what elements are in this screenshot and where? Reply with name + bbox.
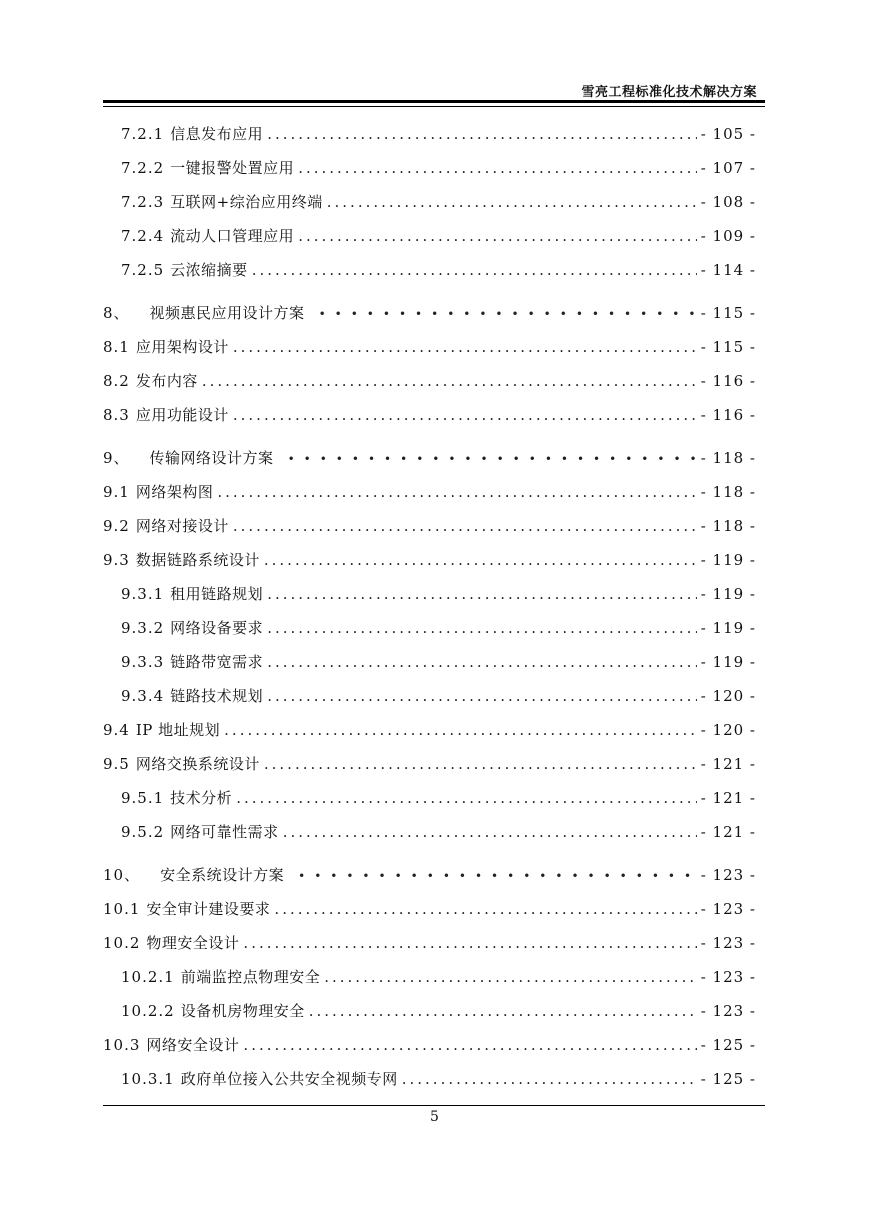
toc-dot-leader (267, 618, 697, 638)
toc-entry-number: 10、 (103, 866, 141, 884)
toc-entry-number: 7.2.2 (121, 159, 165, 177)
toc-entry-page: - 119 - (700, 585, 756, 603)
toc-entry-number: 10.2 (103, 934, 141, 952)
toc-entry[interactable] (103, 899, 756, 919)
toc-entry-title: 网络可靠性需求 (170, 823, 279, 841)
toc-entry-title: 云浓缩摘要 (170, 261, 248, 279)
toc-entry[interactable] (121, 1069, 756, 1089)
toc-entry-page: - 123 - (700, 1002, 756, 1020)
toc-dot-leader (274, 899, 696, 919)
toc-entry[interactable] (121, 788, 756, 808)
toc-entry-number: 9.3.1 (121, 585, 165, 603)
toc-entry-number: 9.3 (103, 551, 130, 569)
toc-entry-page: - 123 - (700, 934, 756, 952)
toc-entry-page: - 118 - (700, 517, 756, 535)
toc-entry[interactable] (121, 260, 756, 280)
toc-entry-number: 10.2.2 (121, 1002, 175, 1020)
toc-entry-number: 8.2 (103, 372, 130, 390)
toc-entry-page: - 125 - (700, 1036, 756, 1054)
toc-entry[interactable] (103, 516, 756, 536)
toc-entry-page: - 121 - (700, 789, 756, 807)
toc-entry-number: 10.2.1 (121, 968, 175, 986)
toc-dot-leader (243, 1035, 696, 1055)
toc-entry-number: 9.3.4 (121, 687, 165, 705)
toc-entry-title: 发布内容 (135, 372, 198, 390)
toc-entry-page: - 121 - (700, 823, 756, 841)
toc-entry-number: 9.5 (103, 755, 130, 773)
toc-entry-title: 政府单位接入公共安全视频专网 (180, 1070, 398, 1088)
toc-entry-page: - 105 - (700, 125, 756, 143)
toc-entry-number: 9.3.3 (121, 653, 165, 671)
toc-entry[interactable] (121, 158, 756, 178)
toc-entry-page: - 109 - (700, 227, 756, 245)
toc-dot-leader (267, 686, 697, 706)
toc-entry-title: 应用架构设计 (135, 338, 229, 356)
toc-entry[interactable] (121, 822, 756, 842)
toc-dot-leader (264, 754, 697, 774)
toc-entry-number: 9.3.2 (121, 619, 165, 637)
toc-entry-number: 7.2.1 (121, 125, 165, 143)
toc-chapter-entry[interactable] (103, 865, 756, 885)
toc-entry[interactable] (121, 1001, 756, 1021)
toc-dot-leader (217, 482, 696, 502)
toc-entry-number: 8.1 (103, 338, 130, 356)
toc-entry-number: 9.1 (103, 483, 130, 501)
toc-entry[interactable] (103, 1035, 756, 1055)
toc-dot-leader (324, 967, 696, 987)
toc-entry-page: - 107 - (700, 159, 756, 177)
toc-entry-title: 传输网络设计方案 (149, 449, 274, 467)
toc-entry-number: 7.2.3 (121, 193, 165, 211)
toc-entry-title: 视频惠民应用设计方案 (149, 304, 305, 322)
toc-dot-leader (264, 550, 697, 570)
toc-entry[interactable] (103, 482, 756, 502)
toc-dot-leader (298, 865, 697, 886)
toc-entry-title: 技术分析 (170, 789, 233, 807)
toc-dot-leader (267, 584, 697, 604)
toc-entry-page: - 116 - (700, 372, 756, 390)
toc-entry-page: - 119 - (700, 653, 756, 671)
toc-entry[interactable] (103, 405, 756, 425)
toc-entry-title: 互联网+综治应用终端 (170, 193, 323, 211)
toc-entry-page: - 115 - (700, 338, 756, 356)
toc-entry-number: 9.4 (103, 721, 130, 739)
toc-entry-title: 安全审计建设要求 (146, 900, 271, 918)
toc-entry[interactable] (103, 337, 756, 357)
toc-dot-leader (233, 516, 697, 536)
toc-dot-leader (252, 260, 697, 280)
toc-entry-title: 租用链路规划 (170, 585, 264, 603)
toc-dot-leader (267, 124, 697, 144)
toc-entry-title: 网络交换系统设计 (135, 755, 260, 773)
toc-dot-leader (402, 1069, 697, 1089)
toc-entry-number: 10.3.1 (121, 1070, 175, 1088)
toc-entry-number: 10.1 (103, 900, 141, 918)
toc-entry-page: - 119 - (700, 551, 756, 569)
toc-entry-title: 物理安全设计 (146, 934, 240, 952)
toc-entry-number: 9.5.1 (121, 789, 165, 807)
toc-dot-leader (243, 933, 696, 953)
toc-entry-number: 9.5.2 (121, 823, 165, 841)
toc-entry-page: - 120 - (700, 721, 756, 739)
toc-dot-leader (202, 371, 697, 391)
toc-dot-leader (224, 720, 697, 740)
toc-chapter-entry[interactable] (103, 303, 756, 323)
toc-entry-number: 8.3 (103, 406, 130, 424)
toc-entry-title: 网络对接设计 (135, 517, 229, 535)
toc-entry-page: - 121 - (700, 755, 756, 773)
toc-entry[interactable] (103, 720, 756, 740)
toc-entry-title: 网络架构图 (135, 483, 214, 501)
toc-dot-leader (288, 448, 697, 469)
toc-entry-page: - 108 - (700, 193, 756, 211)
toc-entry[interactable] (121, 124, 756, 144)
toc-entry-title: 应用功能设计 (135, 406, 229, 424)
toc-entry[interactable] (121, 967, 756, 987)
toc-dot-leader (283, 822, 697, 842)
toc-chapter-entry[interactable] (103, 448, 756, 468)
toc-entry[interactable] (121, 192, 756, 212)
toc-entry[interactable] (121, 652, 756, 672)
toc-entry-title: 设备机房物理安全 (180, 1002, 305, 1020)
page-number: 5 (430, 1109, 439, 1125)
toc-entry-title: 链路带宽需求 (170, 653, 264, 671)
toc-entry[interactable] (121, 686, 756, 706)
toc-entry-number: 7.2.4 (121, 227, 165, 245)
toc-entry-number: 7.2.5 (121, 261, 165, 279)
toc-entry-page: - 125 - (700, 1070, 756, 1088)
toc-entry[interactable] (121, 584, 756, 604)
toc-entry-title: 数据链路系统设计 (135, 551, 260, 569)
toc-dot-leader (309, 1001, 697, 1021)
toc-entry-title: 网络安全设计 (146, 1036, 240, 1054)
toc-dot-leader (267, 652, 697, 672)
toc-dot-leader (236, 788, 697, 808)
toc-dot-leader (327, 192, 697, 212)
toc-entry-page: - 123 - (700, 900, 756, 918)
toc-entry-page: - 114 - (700, 261, 756, 279)
toc-entry-page: - 123 - (700, 968, 756, 986)
toc-entry-number: 8、 (103, 304, 130, 322)
toc-entry[interactable] (103, 754, 756, 774)
toc-entry-title: 网络设备要求 (170, 619, 264, 637)
toc-entry-number: 9.2 (103, 517, 130, 535)
toc-entry-page: - 118 - (700, 449, 756, 467)
toc-entry-page: - 123 - (700, 866, 756, 884)
toc-entry[interactable] (103, 550, 756, 570)
toc-dot-leader (298, 158, 697, 178)
toc-entry-title: 信息发布应用 (170, 125, 264, 143)
toc-entry[interactable] (121, 618, 756, 638)
toc-entry-title: IP 地址规划 (135, 721, 221, 739)
footer-rule (103, 1105, 765, 1106)
running-header-title: 雪亮工程标准化技术解决方案 (581, 85, 757, 100)
toc-entry[interactable] (103, 933, 756, 953)
toc-entry[interactable] (103, 371, 756, 391)
toc-entry-page: - 120 - (700, 687, 756, 705)
toc-entry-title: 前端监控点物理安全 (180, 968, 321, 986)
toc-entry-title: 一键报警处置应用 (170, 159, 295, 177)
toc-entry-page: - 119 - (700, 619, 756, 637)
toc-entry-page: - 116 - (700, 406, 756, 424)
toc-dot-leader (298, 226, 697, 246)
toc-entry-page: - 115 - (700, 304, 756, 322)
toc-entry-number: 9、 (103, 449, 130, 467)
toc-entry-title: 链路技术规划 (170, 687, 264, 705)
toc-entry-number: 10.3 (103, 1036, 141, 1054)
toc-entry[interactable] (121, 226, 756, 246)
toc-entry-page: - 118 - (700, 483, 756, 501)
toc-dot-leader (233, 337, 697, 357)
toc-dot-leader (233, 405, 697, 425)
toc-entry-title: 流动人口管理应用 (170, 227, 295, 245)
toc-dot-leader (319, 303, 697, 324)
toc-entry-title: 安全系统设计方案 (160, 866, 285, 884)
